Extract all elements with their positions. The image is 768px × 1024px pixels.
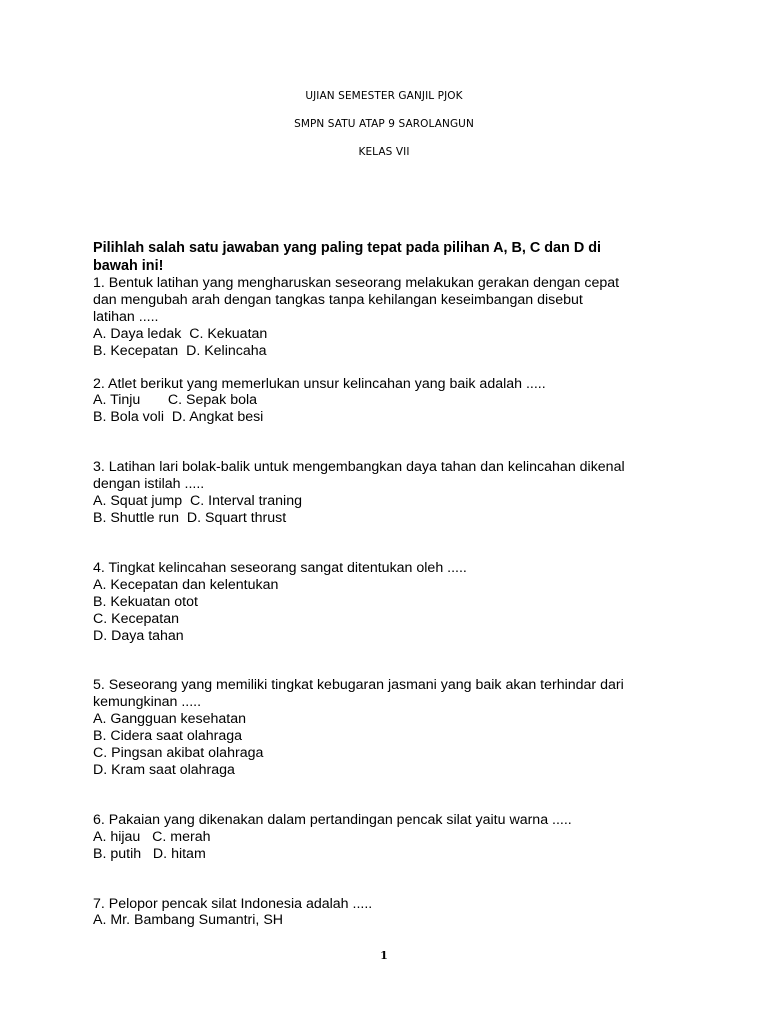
question-line: 1. Bentuk latihan yang mengharuskan seseorang melakukan gerakan dengan cepat [93,275,620,291]
answer-option: A. Gangguan kesehatan [93,711,247,728]
question-line: 5. Seseorang yang memiliki tingkat kebugaran jasmani yang baik akan terhindar dari [93,677,624,694]
question-line: 2. Atlet berikut yang memerlukan unsur kelincahan yang baik adalah ..... [93,375,546,392]
school-name: SMPN SATU ATAP 9 SAROLANGUN [294,118,474,130]
question-line: dan mengubah arah dengan tangkas tanpa kehilangan keseimbangan disebut [93,291,583,308]
question-line: 4. Tingkat kelincahan seseorang sangat ditentukan oleh ..... [93,559,467,576]
answer-options: A. Daya ledak C. Kekuatan [93,325,268,342]
exam-body [93,240,693,929]
question-3 [93,459,693,527]
answer-option: D. Kram saat olahraga [93,761,235,778]
question-line: 6. Pakaian yang dikenakan dalam pertandingan pencak silat yaitu warna ..... [93,811,572,828]
answer-options: B. Kecepatan D. Kelincaha [93,342,267,359]
instruction-line-2: bawah ini! [93,257,164,274]
question-line: kemungkinan ..... [93,694,202,711]
question-4 [93,560,693,645]
answer-options: A. hijau C. merah [93,828,211,845]
question-2 [93,376,693,427]
page-number: 1 [380,949,388,962]
question-5 [93,677,693,778]
instruction [93,240,693,275]
answer-options: A. Tinju C. Sepak bola [93,392,258,409]
answer-option: A. Mr. Bambang Sumantri, SH [93,912,284,929]
answer-options: B. putih D. hitam [93,845,206,862]
question-line: dengan istilah ..... [93,476,205,493]
answer-options: B. Bola voli D. Angkat besi [93,409,264,426]
answer-option: B. Cidera saat olahraga [93,728,243,745]
question-line: latihan ..... [93,308,159,325]
instruction-line-1: Pilihlah salah satu jawaban yang paling tepat pada pilihan A, B, C dan D di [93,240,602,256]
question-6 [93,812,693,863]
question-1 [93,275,693,360]
answer-option: B. Kekuatan otot [93,593,198,610]
answer-option: A. Kecepatan dan kelentukan [93,576,279,593]
question-7 [93,896,693,930]
question-line: 7. Pelopor pencak silat Indonesia adalah ..... [93,895,373,912]
exam-title: UJIAN SEMESTER GANJIL PJOK [305,90,463,102]
answer-options: A. Squat jump C. Interval traning [93,493,302,510]
answer-options: B. Shuttle run D. Squart thrust [93,509,287,526]
question-line: 3. Latihan lari bolak-balik untuk mengembangkan daya tahan dan kelincahan dikenal [93,459,625,476]
answer-option: C. Kecepatan [93,610,179,627]
class-label: KELAS VII [358,146,410,158]
answer-option: C. Pingsan akibat olahraga [93,745,264,762]
answer-option: D. Daya tahan [93,627,184,644]
